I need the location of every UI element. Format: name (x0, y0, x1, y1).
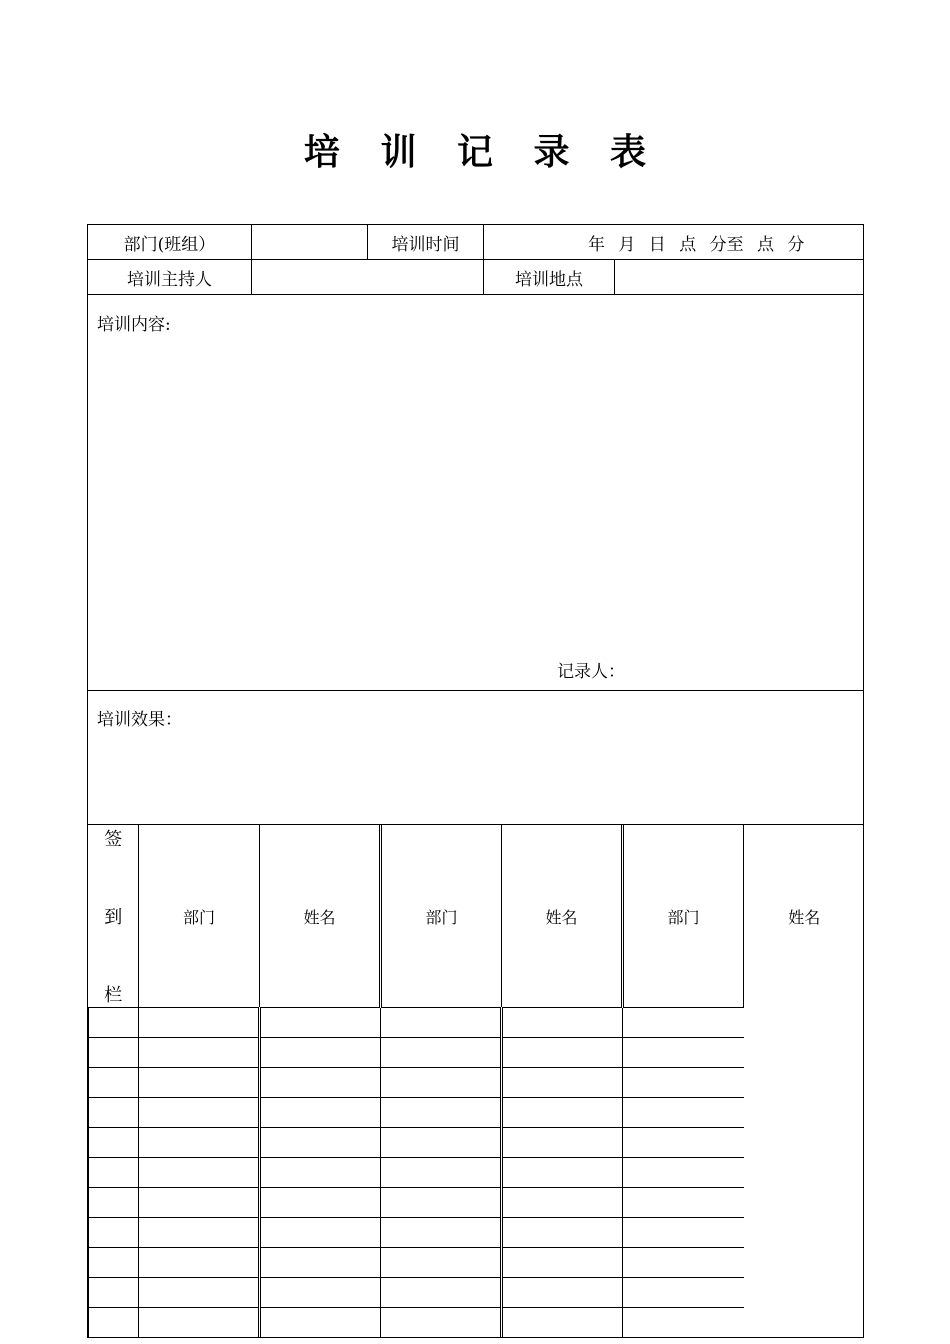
signin-cell-dept-1[interactable] (89, 1248, 139, 1278)
signin-cell-name-1[interactable] (139, 1308, 260, 1338)
effect-row (88, 691, 864, 825)
signin-cell-dept-1[interactable] (89, 1308, 139, 1338)
time-value-field[interactable]: 年 月 日 点 分至 点 分 (484, 225, 864, 260)
signin-cell-name-3[interactable] (623, 1098, 744, 1128)
location-label: 培训地点 (484, 260, 615, 295)
signin-side-char-1: 签 (104, 829, 123, 850)
signin-cell-dept-1[interactable] (89, 1278, 139, 1308)
signin-cell-dept-3[interactable] (502, 1008, 623, 1038)
signin-row (89, 1188, 864, 1218)
training-record-table (87, 224, 864, 1338)
signin-cell-name-2[interactable] (381, 1068, 502, 1098)
signin-cell-name-1[interactable] (139, 1128, 260, 1158)
signin-cell-name-2[interactable] (381, 1218, 502, 1248)
signin-cell-dept-2[interactable] (260, 1248, 381, 1278)
signin-row (89, 1038, 864, 1068)
time-label: 培训时间 (368, 225, 484, 260)
col-header-name-2: 姓名 (502, 825, 623, 1008)
signin-cell-dept-3[interactable] (502, 1068, 623, 1098)
signin-cell-name-3[interactable] (623, 1218, 744, 1248)
signin-cell-name-1[interactable] (139, 1218, 260, 1248)
signin-cell-dept-1[interactable] (89, 1008, 139, 1038)
effect-label: 培训效果： (97, 710, 182, 730)
signin-cell-name-1[interactable] (139, 1098, 260, 1128)
signin-cell-dept-3[interactable] (502, 1278, 623, 1308)
dept-value-field[interactable] (252, 225, 368, 260)
signin-cell-dept-1[interactable] (89, 1068, 139, 1098)
signin-table (88, 825, 864, 1337)
signin-side-char-2: 到 (104, 907, 123, 928)
host-label: 培训主持人 (88, 260, 252, 295)
header-row-2 (88, 260, 864, 295)
signin-row (89, 1008, 864, 1038)
col-header-dept-1: 部门 (139, 825, 260, 1008)
signin-cell-name-2[interactable] (381, 1158, 502, 1188)
header-row-1 (88, 225, 864, 260)
recorder-label: 记录人： (557, 662, 625, 682)
signin-cell-name-1[interactable] (139, 1008, 260, 1038)
col-header-dept-2: 部门 (381, 825, 502, 1008)
signin-cell-name-3[interactable] (623, 1158, 744, 1188)
signin-cell-dept-3[interactable] (502, 1128, 623, 1158)
signin-cell-name-3[interactable] (623, 1008, 744, 1038)
signin-cell-dept-1[interactable] (89, 1098, 139, 1128)
signin-row (89, 1278, 864, 1308)
signin-row (89, 1158, 864, 1188)
signin-cell-name-3[interactable] (623, 1308, 744, 1338)
signin-cell-dept-2[interactable] (260, 1128, 381, 1158)
signin-row (89, 1248, 864, 1278)
signin-cell-name-2[interactable] (381, 1308, 502, 1338)
signin-cell-name-3[interactable] (623, 1188, 744, 1218)
signin-cell-dept-3[interactable] (502, 1098, 623, 1128)
signin-cell-name-1[interactable] (139, 1278, 260, 1308)
signin-cell-dept-3[interactable] (502, 1248, 623, 1278)
content-label: 培训内容: (97, 315, 171, 335)
col-header-name-1: 姓名 (260, 825, 381, 1008)
col-header-dept-3: 部门 (623, 825, 744, 1008)
content-row (88, 295, 864, 691)
signin-cell-name-3[interactable] (623, 1248, 744, 1278)
effect-field[interactable] (88, 691, 864, 825)
signin-cell-name-2[interactable] (381, 1128, 502, 1158)
signin-cell-dept-1[interactable] (89, 1128, 139, 1158)
signin-cell-dept-2[interactable] (260, 1008, 381, 1038)
signin-row (89, 1218, 864, 1248)
content-field[interactable] (88, 295, 864, 691)
signin-cell-dept-2[interactable] (260, 1038, 381, 1068)
signin-cell-name-2[interactable] (381, 1278, 502, 1308)
signin-cell-name-2[interactable] (381, 1248, 502, 1278)
signin-cell-name-3[interactable] (623, 1278, 744, 1308)
signin-cell-dept-3[interactable] (502, 1158, 623, 1188)
signin-cell-name-2[interactable] (381, 1008, 502, 1038)
location-value-field[interactable] (615, 260, 864, 295)
signin-cell-dept-3[interactable] (502, 1218, 623, 1248)
signin-cell-name-3[interactable] (623, 1128, 744, 1158)
signin-cell-dept-2[interactable] (260, 1278, 381, 1308)
dept-label: 部门(班组） (88, 225, 252, 260)
signin-cell-dept-2[interactable] (260, 1098, 381, 1128)
signin-cell-name-3[interactable] (623, 1038, 744, 1068)
signin-cell-dept-1[interactable] (89, 1188, 139, 1218)
signin-cell-name-2[interactable] (381, 1098, 502, 1128)
signin-cell-dept-1[interactable] (89, 1218, 139, 1248)
signin-cell-dept-2[interactable] (260, 1068, 381, 1098)
signin-cell-name-1[interactable] (139, 1188, 260, 1218)
signin-side-char-3: 栏 (104, 985, 123, 1006)
signin-cell-name-2[interactable] (381, 1038, 502, 1068)
signin-row (89, 1098, 864, 1128)
signin-cell-dept-2[interactable] (260, 1308, 381, 1338)
signin-cell-dept-2[interactable] (260, 1218, 381, 1248)
signin-cell-dept-1[interactable] (89, 1038, 139, 1068)
signin-row (88, 825, 864, 1338)
form-title: 培 训 记 录 表 (303, 131, 661, 173)
signin-cell-name-3[interactable] (623, 1068, 744, 1098)
signin-cell-dept-2[interactable] (260, 1158, 381, 1188)
signin-cell-dept-3[interactable] (502, 1308, 623, 1338)
signin-header-row (89, 825, 864, 1008)
signin-row (89, 1308, 864, 1338)
host-value-field[interactable] (252, 260, 484, 295)
signin-row (89, 1068, 864, 1098)
signin-row (89, 1128, 864, 1158)
signin-cell-name-1[interactable] (139, 1158, 260, 1188)
col-header-name-3: 姓名 (744, 825, 864, 1008)
signin-cell-name-1[interactable] (139, 1038, 260, 1068)
signin-cell-dept-1[interactable] (89, 1158, 139, 1188)
signin-cell-dept-2[interactable] (260, 1188, 381, 1218)
signin-cell-name-2[interactable] (381, 1188, 502, 1218)
signin-cell-name-1[interactable] (139, 1248, 260, 1278)
signin-cell-dept-3[interactable] (502, 1038, 623, 1068)
signin-section (88, 825, 864, 1338)
signin-cell-name-1[interactable] (139, 1068, 260, 1098)
signin-cell-dept-3[interactable] (502, 1188, 623, 1218)
signin-side-label (89, 825, 139, 1008)
